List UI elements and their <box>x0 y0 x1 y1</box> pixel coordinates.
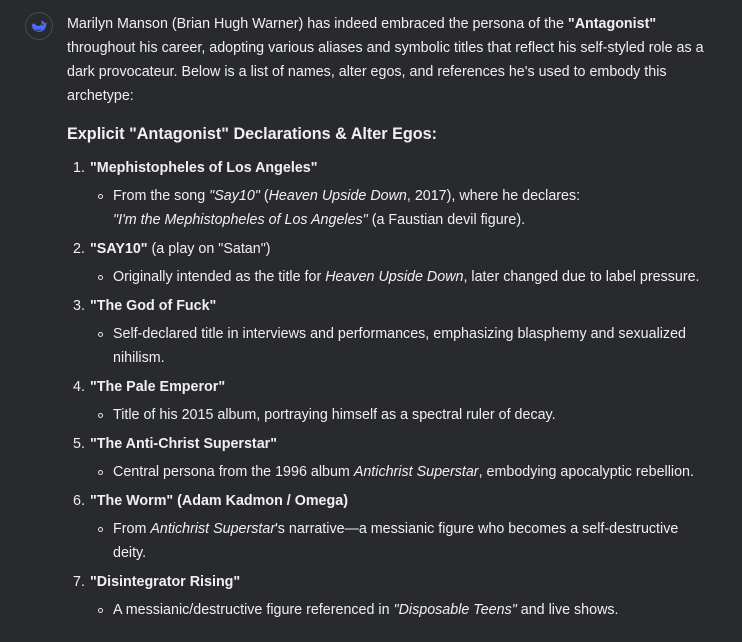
detail-text: From the song <box>113 188 210 204</box>
item-number: 7. <box>73 574 85 590</box>
detail-text: Title of his 2015 album, portraying himself as a spectral ruler of decay. <box>113 407 556 423</box>
detail-item <box>90 460 712 484</box>
detail-item <box>90 517 712 565</box>
item-title: "Disintegrator Rising" <box>90 574 241 590</box>
section-heading: Explicit "Antagonist" Declarations & Alter Egos: <box>67 125 438 143</box>
detail-text: and live shows. <box>516 602 619 618</box>
detail-italic: Heaven Upside Down <box>325 269 464 285</box>
item-number: 1. <box>73 160 85 176</box>
detail-italic-quote: "I'm the Mephistopheles of Los Angeles" <box>113 212 368 228</box>
item-details <box>90 322 712 370</box>
item-details <box>90 403 712 427</box>
item-details <box>90 517 712 565</box>
list-item <box>67 432 712 484</box>
detail-text: ( <box>259 188 269 204</box>
bullet-icon <box>98 332 103 337</box>
detail-text: Self-declared title in interviews and performances, emphasizing blasphemy and sexualized nihilism. <box>113 326 686 366</box>
detail-italic: Antichrist Superstar <box>353 464 479 480</box>
detail-text: A messianic/destructive figure referenced in <box>113 602 394 618</box>
intro-text-start: Marilyn Manson (Brian Hugh Warner) has indeed embraced the persona of the <box>67 16 568 32</box>
detail-italic: "Say10" <box>209 188 260 204</box>
detail-italic: "Disposable Teens" <box>393 602 517 618</box>
detail-text: (a Faustian devil figure). <box>367 212 526 228</box>
alter-ego-list <box>67 156 712 622</box>
intro-bold-antagonist: "Antagonist" <box>567 16 657 32</box>
bullet-icon <box>98 527 103 532</box>
item-number: 2. <box>73 241 85 257</box>
item-details <box>90 598 712 622</box>
intro-paragraph <box>67 12 712 108</box>
bullet-icon <box>98 275 103 280</box>
item-title: "The Pale Emperor" <box>90 379 226 395</box>
detail-text: Central persona from the 1996 album <box>113 464 354 480</box>
detail-item <box>90 265 712 289</box>
item-title: "Mephistopheles of Los Angeles" <box>90 160 318 176</box>
detail-text: , embodying apocalyptic rebellion. <box>478 464 694 480</box>
list-item <box>67 489 712 565</box>
detail-item <box>90 322 712 370</box>
item-title: "SAY10" <box>90 241 148 257</box>
item-number: 6. <box>73 493 85 509</box>
detail-text: Originally intended as the title for <box>113 269 326 285</box>
whale-logo-icon <box>29 16 49 36</box>
item-title: "The God of Fuck" <box>90 298 217 314</box>
item-number: 5. <box>73 436 85 452</box>
assistant-avatar <box>25 12 53 40</box>
list-item <box>67 294 712 370</box>
list-item <box>67 570 712 622</box>
bullet-icon <box>98 608 103 613</box>
detail-item <box>90 403 712 427</box>
list-item <box>67 156 712 232</box>
detail-item <box>90 598 712 622</box>
detail-text: , 2017), where he declares: <box>406 188 581 204</box>
item-title: "The Anti-Christ Superstar" <box>90 436 277 452</box>
item-number: 4. <box>73 379 85 395</box>
item-title-suffix: (a play on "Satan") <box>147 241 271 257</box>
item-details <box>90 460 712 484</box>
bullet-icon <box>98 470 103 475</box>
item-title: "The Worm" (Adam Kadmon / Omega) <box>90 493 348 509</box>
intro-text-end: throughout his career, adopting various aliases and symbolic titles that reflect his self-styled role as a dark provocateur. Below is a list of names, alter egos, and references he's used to embody this archetype: <box>67 40 704 104</box>
item-number: 3. <box>73 298 85 314</box>
item-details <box>90 265 712 289</box>
detail-text: From <box>113 521 151 537</box>
bullet-icon <box>98 413 103 418</box>
detail-italic: Heaven Upside Down <box>268 188 407 204</box>
detail-italic: Antichrist Superstar <box>150 521 276 537</box>
detail-text: 's narrative—a messianic figure who becomes a self-destructive deity. <box>113 521 679 561</box>
bullet-icon <box>98 194 103 199</box>
detail-text: , later changed due to label pressure. <box>463 269 700 285</box>
list-item <box>67 237 712 289</box>
detail-item <box>90 184 712 232</box>
item-details <box>90 184 712 232</box>
list-item <box>67 375 712 427</box>
